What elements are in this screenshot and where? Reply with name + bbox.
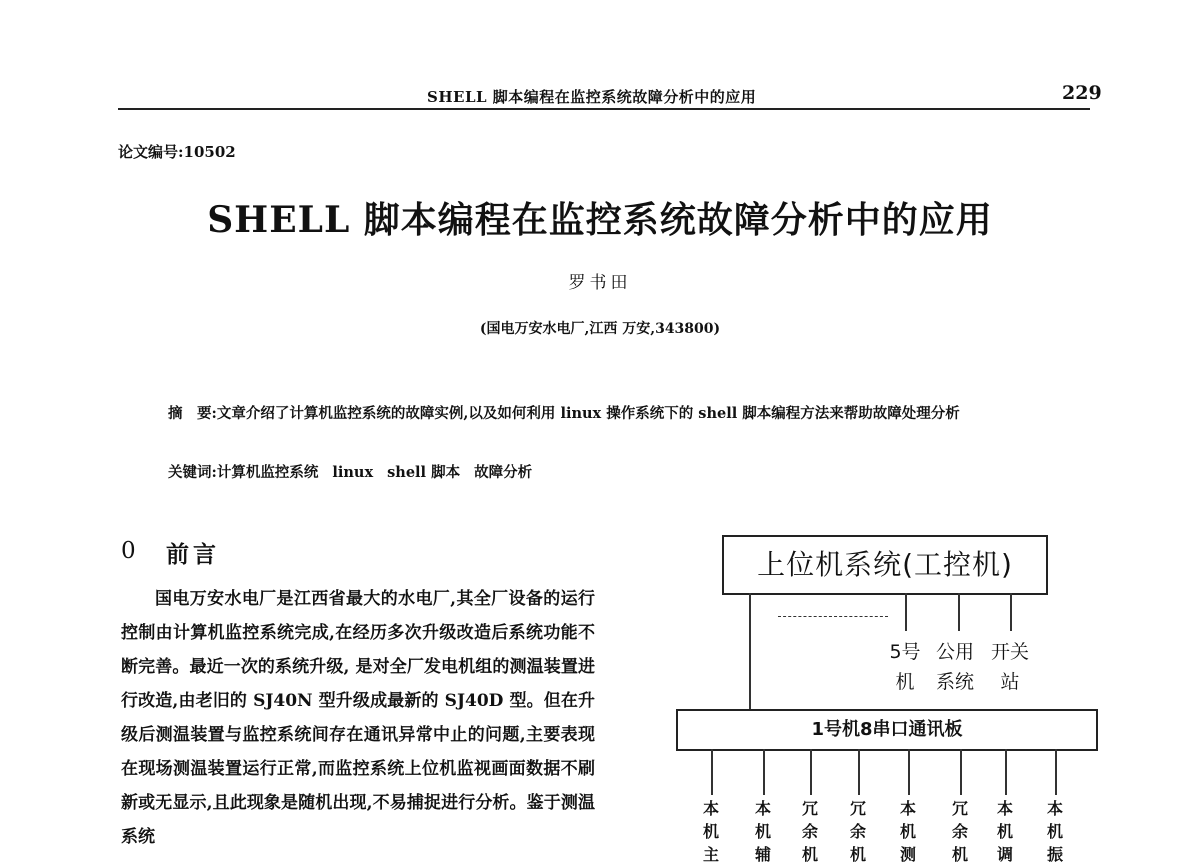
author: 罗书田 bbox=[568, 273, 632, 293]
abstract bbox=[168, 398, 1073, 429]
connector bbox=[858, 749, 860, 795]
connector bbox=[1010, 593, 1012, 631]
page-number: 229 bbox=[1062, 82, 1102, 104]
section-number: 0 bbox=[121, 538, 136, 564]
keyword: shell 脚本 bbox=[387, 464, 461, 481]
connector bbox=[1005, 749, 1007, 795]
connector bbox=[763, 749, 765, 795]
keywords bbox=[168, 461, 1073, 482]
keyword: linux bbox=[332, 464, 374, 481]
paper-number: 论文编号:10502 bbox=[118, 143, 236, 161]
channel-label: 本机测 bbox=[899, 799, 916, 864]
keyword: 故障分析 bbox=[474, 464, 533, 481]
keyword: 计算机监控系统 bbox=[216, 464, 319, 481]
paper-title: SHELL 脚本编程在监控系统故障分析中的应用 bbox=[207, 199, 993, 241]
paragraph-text: 国电万安水电厂是江西省最大的水电厂,其全厂设备的运行控制由计算机监控系统完成,在经历多次升级改造后系统功能不断完善。最近一次的系统升级, 是对全厂发电机组的测温装置进行改造,由老旧的 SJ40N 型升级成最新的 SJ40D 型。但在升级后测温装置与监控系统间存在通讯异常中止的问题,主要表现在现场测温装置运行正常,而监控系统上位机监视画面数据不刷新或无显示,且此现象是随机出现,不易捕捉进行分析。鉴于测温系统 bbox=[121, 589, 595, 847]
unit5-label: 5号 机 bbox=[889, 641, 921, 693]
connector bbox=[958, 593, 960, 631]
section-title: 前言 bbox=[166, 541, 220, 568]
abstract-label: 摘 要: bbox=[168, 405, 217, 422]
serial-board-box: 1号机8串口通讯板 bbox=[676, 709, 1098, 751]
channel-label: 本机辅 bbox=[754, 799, 771, 864]
header-rule bbox=[118, 108, 1090, 110]
connector bbox=[908, 749, 910, 795]
connector bbox=[905, 593, 907, 631]
connector bbox=[960, 749, 962, 795]
abstract-text: 文章介绍了计算机监控系统的故障实例,以及如何利用 linux 操作系统下的 shell 脚本编程方法来帮助故障处理分析 bbox=[216, 405, 960, 422]
channel-label: 冗余机 bbox=[849, 799, 866, 864]
channel-label: 本机主 bbox=[702, 799, 719, 864]
connector bbox=[711, 749, 713, 795]
channel-label: 本机振 bbox=[1046, 799, 1063, 864]
channel-label: 冗余机 bbox=[801, 799, 818, 864]
keywords-label: 关键词: bbox=[168, 464, 217, 481]
dashed-connector bbox=[778, 616, 888, 617]
channel-label: 冗余机 bbox=[951, 799, 968, 864]
connector bbox=[810, 749, 812, 795]
running-title: SHELL 脚本编程在监控系统故障分析中的应用 bbox=[427, 88, 757, 106]
channel-label: 本机调 bbox=[996, 799, 1013, 864]
affiliation: (国电万安水电厂,江西 万安,343800) bbox=[479, 321, 721, 337]
public-system-label: 公用 系统 bbox=[935, 641, 974, 693]
switch-station-label: 开关 站 bbox=[990, 641, 1029, 693]
connector bbox=[1055, 749, 1057, 795]
body-paragraph bbox=[121, 582, 595, 854]
upper-computer-box: 上位机系统(工控机) bbox=[722, 535, 1048, 595]
main-connector bbox=[749, 593, 751, 709]
